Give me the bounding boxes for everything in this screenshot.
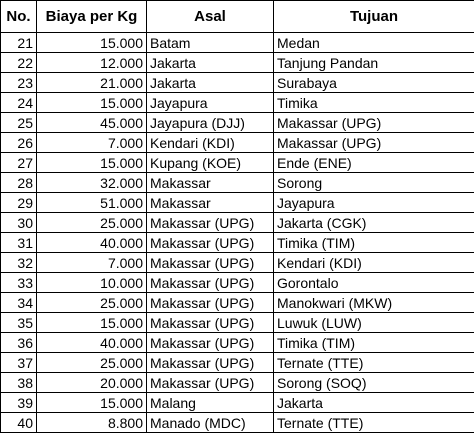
cost-per-kg-cell: 15.000 xyxy=(37,313,147,333)
row-number-cell: 29 xyxy=(1,193,37,213)
origin-cell: Makassar xyxy=(147,193,274,213)
table-row xyxy=(1,33,474,53)
cost-per-kg-cell: 32.000 xyxy=(37,173,147,193)
table-row xyxy=(1,353,474,373)
origin-cell: Makassar (UPG) xyxy=(147,233,274,253)
destination-cell: Ternate (TTE) xyxy=(274,353,474,373)
origin-cell: Manado (MDC) xyxy=(147,413,274,433)
origin-cell: Makassar xyxy=(147,173,274,193)
cost-per-kg-cell: 51.000 xyxy=(37,193,147,213)
destination-cell: Sorong (SOQ) xyxy=(274,373,474,393)
destination-cell: Medan xyxy=(274,33,474,53)
destination-cell: Makassar (UPG) xyxy=(274,113,474,133)
cost-per-kg-cell: 20.000 xyxy=(37,373,147,393)
destination-cell: Tanjung Pandan xyxy=(274,53,474,73)
row-number-cell: 23 xyxy=(1,73,37,93)
destination-cell: Surabaya xyxy=(274,73,474,93)
table-row xyxy=(1,213,474,233)
row-number-cell: 34 xyxy=(1,293,37,313)
cost-per-kg-cell: 8.800 xyxy=(37,413,147,433)
cost-per-kg-cell: 40.000 xyxy=(37,233,147,253)
origin-cell: Kupang (KOE) xyxy=(147,153,274,173)
origin-cell: Makassar (UPG) xyxy=(147,313,274,333)
cost-per-kg-cell: 25.000 xyxy=(37,213,147,233)
table-header xyxy=(1,1,474,33)
row-number-cell: 21 xyxy=(1,33,37,53)
row-number-cell: 30 xyxy=(1,213,37,233)
destination-cell: Timika (TIM) xyxy=(274,333,474,353)
table-row xyxy=(1,273,474,293)
table-row xyxy=(1,73,474,93)
origin-cell: Makassar (UPG) xyxy=(147,213,274,233)
header-cost-per-kg: Biaya per Kg xyxy=(37,1,147,33)
table-row xyxy=(1,393,474,413)
origin-cell: Makassar (UPG) xyxy=(147,293,274,313)
table-row xyxy=(1,133,474,153)
table-row xyxy=(1,313,474,333)
origin-cell: Batam xyxy=(147,33,274,53)
header-origin: Asal xyxy=(147,1,274,33)
destination-cell: Timika xyxy=(274,93,474,113)
destination-cell: Jakarta (CGK) xyxy=(274,213,474,233)
row-number-cell: 39 xyxy=(1,393,37,413)
header-destination: Tujuan xyxy=(274,1,474,33)
table-row xyxy=(1,333,474,353)
cost-per-kg-cell: 10.000 xyxy=(37,273,147,293)
table-row xyxy=(1,93,474,113)
table-row xyxy=(1,153,474,173)
origin-cell: Makassar (UPG) xyxy=(147,373,274,393)
table-row xyxy=(1,173,474,193)
destination-cell: Makassar (UPG) xyxy=(274,133,474,153)
destination-cell: Sorong xyxy=(274,173,474,193)
row-number-cell: 22 xyxy=(1,53,37,73)
cost-per-kg-cell: 40.000 xyxy=(37,333,147,353)
cost-per-kg-cell: 25.000 xyxy=(37,293,147,313)
row-number-cell: 38 xyxy=(1,373,37,393)
origin-cell: Kendari (KDI) xyxy=(147,133,274,153)
header-row xyxy=(1,1,474,33)
cost-per-kg-cell: 7.000 xyxy=(37,253,147,273)
row-number-cell: 35 xyxy=(1,313,37,333)
origin-cell: Jakarta xyxy=(147,53,274,73)
cost-per-kg-cell: 15.000 xyxy=(37,153,147,173)
cost-per-kg-cell: 7.000 xyxy=(37,133,147,153)
row-number-cell: 28 xyxy=(1,173,37,193)
row-number-cell: 40 xyxy=(1,413,37,433)
row-number-cell: 36 xyxy=(1,333,37,353)
row-number-cell: 25 xyxy=(1,113,37,133)
destination-cell: Gorontalo xyxy=(274,273,474,293)
cost-per-kg-cell: 15.000 xyxy=(37,93,147,113)
cost-per-kg-cell: 25.000 xyxy=(37,353,147,373)
table-row xyxy=(1,233,474,253)
header-no: No. xyxy=(1,1,37,33)
origin-cell: Makassar (UPG) xyxy=(147,273,274,293)
table-row xyxy=(1,193,474,213)
table-row xyxy=(1,413,474,433)
origin-cell: Makassar (UPG) xyxy=(147,353,274,373)
destination-cell: Ende (ENE) xyxy=(274,153,474,173)
row-number-cell: 26 xyxy=(1,133,37,153)
origin-cell: Jakarta xyxy=(147,73,274,93)
row-number-cell: 33 xyxy=(1,273,37,293)
destination-cell: Ternate (TTE) xyxy=(274,413,474,433)
origin-cell: Makassar (UPG) xyxy=(147,333,274,353)
cost-per-kg-cell: 15.000 xyxy=(37,393,147,413)
row-number-cell: 24 xyxy=(1,93,37,113)
origin-cell: Jayapura xyxy=(147,93,274,113)
row-number-cell: 37 xyxy=(1,353,37,373)
row-number-cell: 31 xyxy=(1,233,37,253)
destination-cell: Luwuk (LUW) xyxy=(274,313,474,333)
cost-per-kg-cell: 45.000 xyxy=(37,113,147,133)
origin-cell: Jayapura (DJJ) xyxy=(147,113,274,133)
origin-cell: Makassar (UPG) xyxy=(147,253,274,273)
cost-per-kg-cell: 15.000 xyxy=(37,33,147,53)
row-number-cell: 32 xyxy=(1,253,37,273)
table-row xyxy=(1,53,474,73)
table-row xyxy=(1,253,474,273)
cost-per-kg-cell: 21.000 xyxy=(37,73,147,93)
row-number-cell: 27 xyxy=(1,153,37,173)
destination-cell: Jayapura xyxy=(274,193,474,213)
origin-cell: Malang xyxy=(147,393,274,413)
destination-cell: Kendari (KDI) xyxy=(274,253,474,273)
destination-cell: Timika (TIM) xyxy=(274,233,474,253)
cost-per-kg-cell: 12.000 xyxy=(37,53,147,73)
destination-cell: Jakarta xyxy=(274,393,474,413)
table-body xyxy=(1,33,474,433)
destination-cell: Manokwari (MKW) xyxy=(274,293,474,313)
table-row xyxy=(1,373,474,393)
table-row xyxy=(1,113,474,133)
table-row xyxy=(1,293,474,313)
